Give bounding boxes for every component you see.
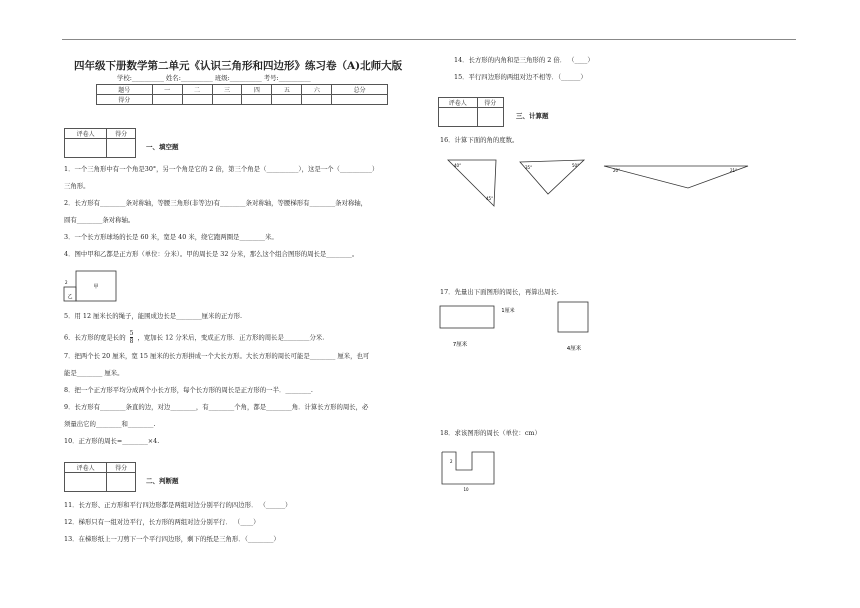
grader-score-label: 得分 <box>107 129 136 139</box>
fig16-t1-angle-b: 45° <box>486 196 494 201</box>
info-line: 学校:__________ 姓名:__________ 班级:__________ 考号:__________ <box>117 74 311 82</box>
score-cell[interactable] <box>332 95 388 105</box>
figure-q4 <box>62 270 124 304</box>
fig17-square-label: 4厘米 <box>566 346 582 352</box>
question-7-cont: 能是________ 厘米。 <box>64 369 124 377</box>
question-4: 4．图中甲和乙都是正方形（单位：分米）。甲的周长是 32 分米，那么这个组合图形的周长是________。 <box>64 250 359 258</box>
grader-cell[interactable] <box>477 108 503 127</box>
fig16-t3-angle-a: 20° <box>613 168 621 173</box>
score-header-cell: 四 <box>242 85 272 95</box>
section-title-1: 一、填空题 <box>146 143 179 151</box>
question-12: 12．梯形只有一组对边平行，长方形的两组对边分别平行． （____） <box>64 518 260 526</box>
question-1: 1．一个三角形中有一个角是30°，另一个角是它的 2 倍，第三个角是（__________），这是一个（__________） <box>64 165 379 173</box>
score-header-cell: 题号 <box>97 85 153 95</box>
section-title-2: 二、判断题 <box>146 477 179 485</box>
question-11: 11．长方形、正方形和平行四边形都是两组对边分别平行的四边形． （______） <box>64 501 292 509</box>
fig16-t1-angle-a: 40° <box>454 163 462 168</box>
fraction-denominator: 8 <box>129 338 134 345</box>
score-header-cell: 五 <box>272 85 302 95</box>
question-8: 8．把一个正方形平均分成两个小长方形，每个长方形的周长是正方形的一半．________. <box>64 386 313 394</box>
grader-cell[interactable] <box>65 473 107 492</box>
grader-cell[interactable] <box>65 139 107 158</box>
score-header-cell: 三 <box>212 85 242 95</box>
section-title-3: 三、计算题 <box>516 112 549 120</box>
score-cell[interactable] <box>212 95 242 105</box>
fig17-rect-length-label: 7厘米 <box>452 342 468 348</box>
question-10: 10．正方形的周长=________×4. <box>64 437 160 445</box>
score-header-cell: 总分 <box>332 85 388 95</box>
grader-score-label: 得分 <box>107 463 136 473</box>
score-table-row <box>97 95 388 105</box>
question-17: 17．先量出下面图形的周长，再算出周长. <box>440 288 559 296</box>
fig4-label-side: 2 <box>65 280 68 285</box>
fig17-rect-width-label: 1厘米 <box>501 308 515 314</box>
score-row-label: 得分 <box>97 95 153 105</box>
page-title: 四年级下册数学第二单元《认识三角形和四边形》练习卷（A)北师大版 <box>74 60 403 72</box>
question-18: 18．求该图形的周长（单位：cm） <box>440 429 541 437</box>
score-header-cell: 六 <box>302 85 332 95</box>
question-9-cont: 须量出它的________和________. <box>64 420 156 428</box>
score-table <box>96 84 388 105</box>
question-6-part-1: 6．长方形的宽是长的 <box>64 333 126 342</box>
fig4-label-yi: 乙 <box>67 294 73 300</box>
fig16-t2-angle-b: 50° <box>572 163 580 168</box>
header-rule <box>62 39 796 40</box>
fig18-label-left: 2 <box>450 459 453 464</box>
fig18-label-bottom: 10 <box>463 487 469 492</box>
fig16-t2-angle-a: 35° <box>525 165 533 170</box>
fraction-5-8 <box>130 330 134 345</box>
fig16-t3-angle-b: 21° <box>730 168 738 173</box>
question-16: 16．计算下面的角的度数。 <box>440 136 519 144</box>
question-1-cont: 三角形。 <box>64 182 90 190</box>
grader-box-1 <box>64 128 136 158</box>
score-cell[interactable] <box>272 95 302 105</box>
grader-cell[interactable] <box>439 108 478 127</box>
score-header-cell: 一 <box>152 85 182 95</box>
question-6 <box>64 330 324 345</box>
grader-label: 评卷人 <box>439 98 478 108</box>
question-2-cont: 圆有________条对称轴。 <box>64 216 135 224</box>
grader-box-3 <box>438 97 504 127</box>
grader-cell[interactable] <box>107 139 136 158</box>
grader-label: 评卷人 <box>65 129 107 139</box>
score-cell[interactable] <box>302 95 332 105</box>
score-cell[interactable] <box>182 95 212 105</box>
score-header-cell: 二 <box>182 85 212 95</box>
question-2: 2．长方形有________条对称轴，等腰三角形(非等边)有________条对称轴，等腰梯形有________条对称轴， <box>64 199 368 207</box>
fig16-triangle-3 <box>604 166 748 188</box>
question-13: 13．在梯形纸上一刀剪下一个平行四边形，剩下的纸是三角形．（________） <box>64 535 280 543</box>
fig17-square <box>558 302 588 332</box>
question-9: 9．长方形有________条直的边，对边________，有________个角，都是________角．计算长方形的周长，必 <box>64 403 369 411</box>
grader-label: 评卷人 <box>65 463 107 473</box>
fraction-numerator: 5 <box>129 330 134 337</box>
question-14: 14．长方形的内角和是三角形的 2 倍． （____） <box>454 56 594 64</box>
score-cell[interactable] <box>152 95 182 105</box>
figure-q16 <box>446 156 786 216</box>
grader-cell[interactable] <box>107 473 136 492</box>
figure-q18 <box>440 448 500 494</box>
fig4-label-jia: 甲 <box>93 284 99 290</box>
score-table-header <box>97 85 388 95</box>
grader-box-2 <box>64 462 136 492</box>
question-15: 15．平行四边形的两组对边不相等．（______） <box>454 73 587 81</box>
question-6-part-2: ，宽加长 12 分米后，变成正方形．正方形的周长是________分米. <box>137 333 325 342</box>
fig18-shape <box>442 452 494 484</box>
question-5: 5．用 12 厘米长的绳子，能围成边长是________厘米的正方形. <box>64 312 243 320</box>
figure-q17 <box>438 298 598 360</box>
question-3: 3．一个长方形球场的长是 60 米，宽是 40 米，绕它跑两圈是________米。 <box>64 233 278 241</box>
fig17-rectangle <box>440 306 494 328</box>
score-cell[interactable] <box>242 95 272 105</box>
question-7: 7．把两个长 20 厘米，宽 15 厘米的长方形拼成一个大长方形。大长方形的周长可能是________ 厘米，也可 <box>64 352 370 360</box>
grader-score-label: 得分 <box>477 98 503 108</box>
